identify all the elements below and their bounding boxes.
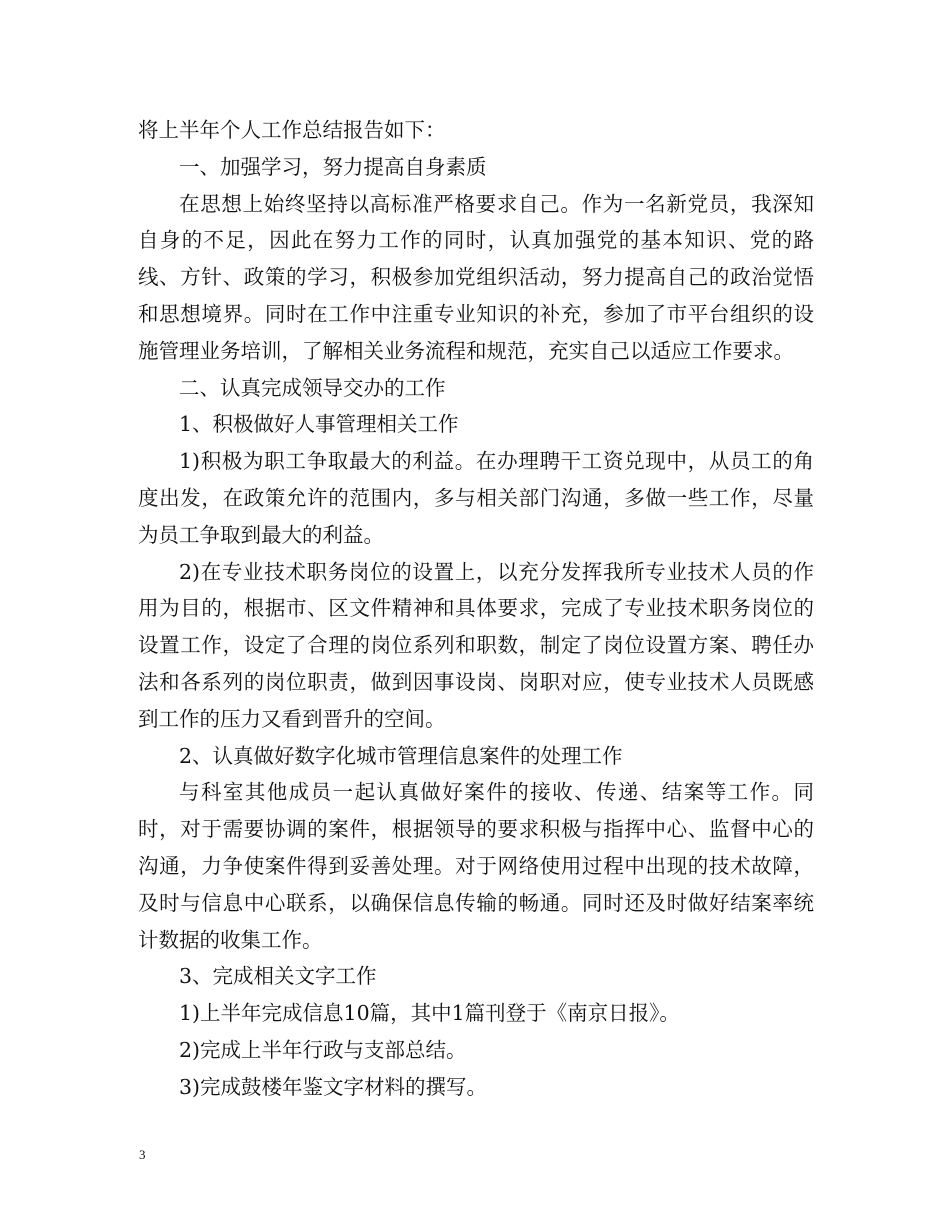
subsection-heading-3: 3、完成相关文字工作 [179, 964, 377, 989]
section-heading-2: 二、认真完成领导交办的工作 [179, 375, 446, 400]
subsection-heading-2: 2、认真做好数字化城市管理信息案件的处理工作 [179, 743, 623, 768]
list-item: 1)上半年完成信息10篇，其中1篇刊登于《南京日报》。 [179, 1001, 680, 1026]
body-paragraph: 与科室其他成员一起认真做好案件的接收、传递、结案等工作。同时，对于需要协调的案件，根据领导的要求积极与指挥中心、监督中心的沟通，力争使案件得到妥善处理。对于网络使用过程中出现的技术故障，及时与信息中心联系，以确保信息传输的畅通。同时还及时做好结案率统计数据的收集工作。 [138, 780, 814, 952]
section-heading-1: 一、加强学习，努力提高自身素质 [179, 154, 487, 179]
list-item: 3)完成鼓楼年鉴文字材料的撰写。 [179, 1074, 488, 1099]
document-body [138, 112, 814, 1106]
list-item: 1)积极为职工争取最大的利益。在办理聘干工资兑现中，从员工的角度出发，在政策允许的范围内，多与相关部门沟通，多做一些工作，尽量为员工争取到最大的利益。 [138, 449, 814, 547]
list-item: 2)在专业技术职务岗位的设置上，以充分发挥我所专业技术人员的作用为目的，根据市、区文件精神和具体要求，完成了专业技术职务岗位的设置工作，设定了合理的岗位系列和职数，制定了岗位设置方案、聘任办法和各系列的岗位职责，做到因事设岗、岗职对应，使专业技术人员既感到工作的压力又看到晋升的空间。 [138, 559, 814, 731]
page-number: 3 [139, 1147, 146, 1162]
body-paragraph: 在思想上始终坚持以高标准严格要求自己。作为一名新党员，我深知自身的不足，因此在努力工作的同时，认真加强党的基本知识、党的路线、方针、政策的学习，积极参加党组织活动，努力提高自己的政治觉悟和思想境界。同时在工作中注重专业知识的补充，参加了市平台组织的设施管理业务培训，了解相关业务流程和规范，充实自己以适应工作要求。 [138, 191, 814, 363]
list-item: 2)完成上半年行政与支部总结。 [179, 1037, 467, 1062]
subsection-heading-1: 1、积极做好人事管理相关工作 [179, 412, 459, 437]
intro-paragraph: 将上半年个人工作总结报告如下： [138, 118, 446, 142]
